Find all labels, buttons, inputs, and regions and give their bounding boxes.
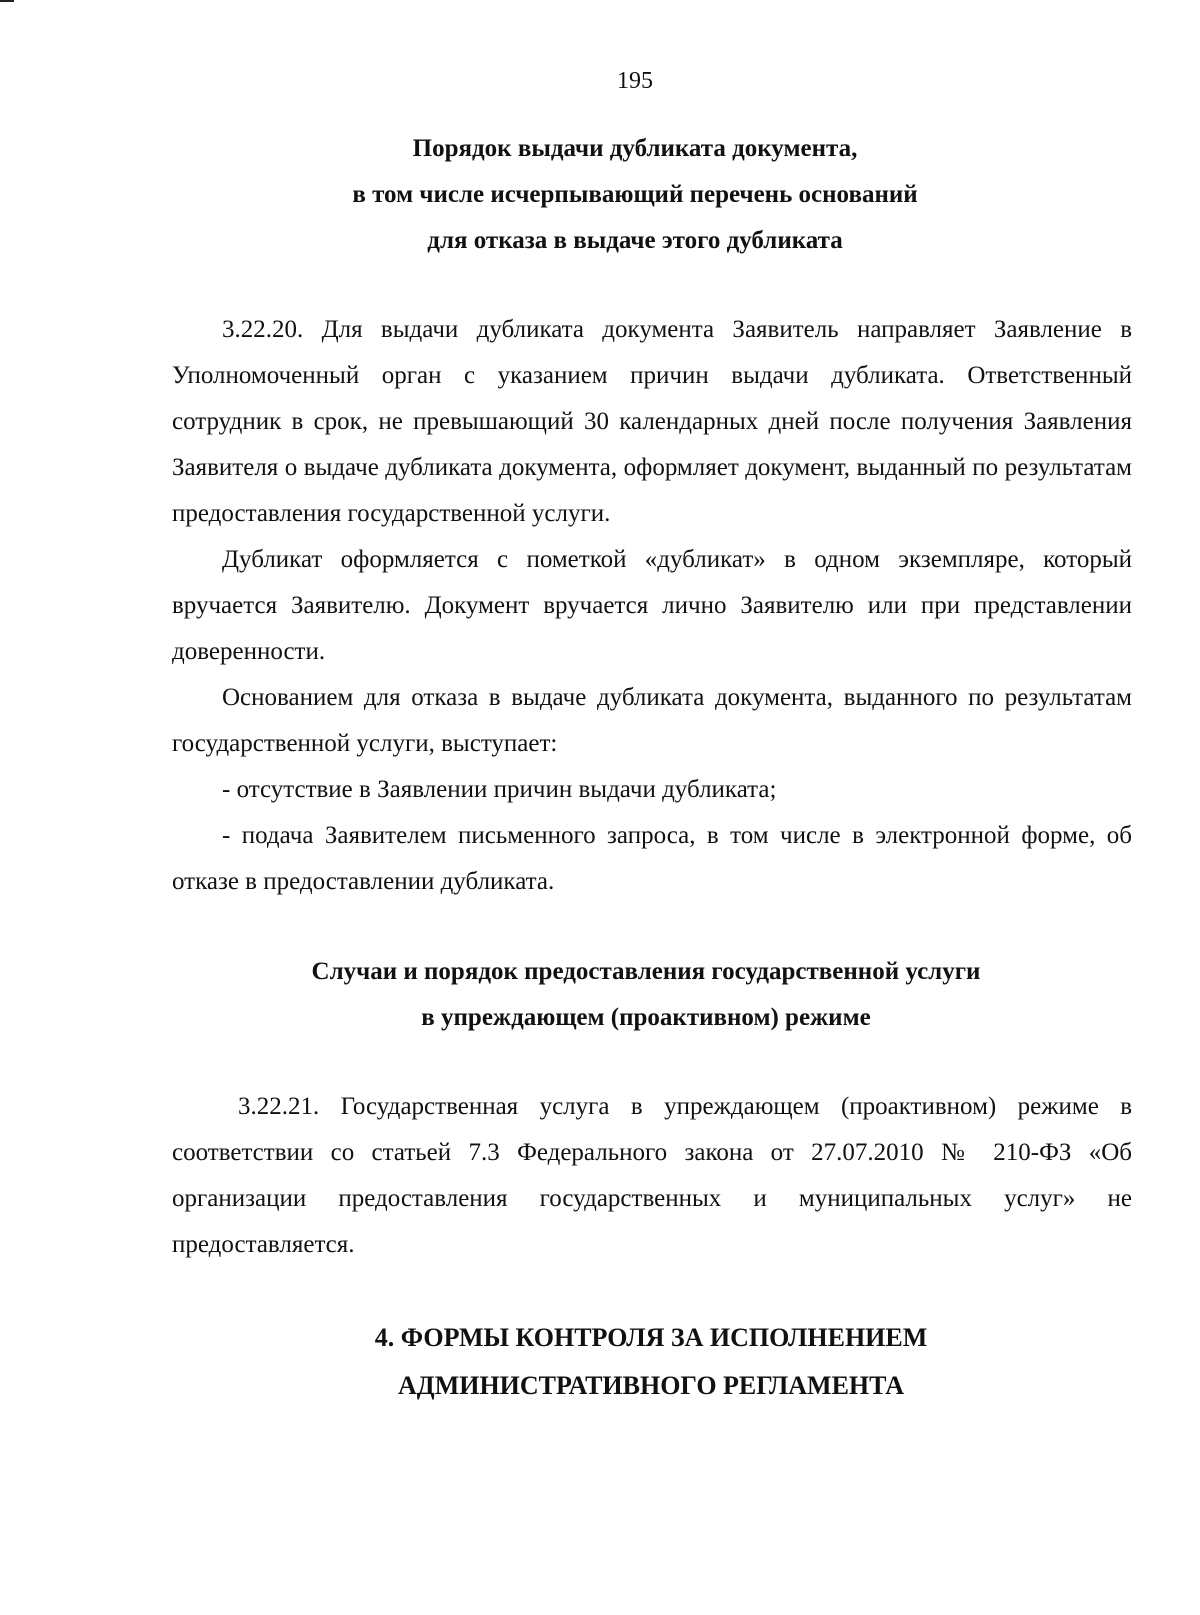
section-heading-proactive	[0, 949, 1200, 1041]
heading-line: в упреждающем (проактивном) режиме	[421, 1004, 871, 1031]
section-heading-duplicate	[0, 126, 1200, 264]
heading-line: в том числе исчерпывающий перечень оснований	[352, 181, 918, 208]
heading-line: АДМИНИСТРАТИВНОГО РЕГЛАМЕНТА	[398, 1371, 904, 1400]
scan-edge-mark	[0, 0, 14, 2]
paragraph-3-22-20: 3.22.20. Для выдачи дубликата документа Заявитель направляет Заявление в Уполномоченный орган с указанием причин выдачи дубликата. Ответственный сотрудник в срок, не превышающий 30 календарных дней после получения Заявления Заявителя о выдаче дубликата документа, оформляет документ, выданный по результатам предоставления государственной услуги.	[172, 316, 1132, 527]
heading-line: 4. ФОРМЫ КОНТРОЛЯ ЗА ИСПОЛНЕНИЕМ	[374, 1323, 928, 1352]
heading-line: Случаи и порядок предоставления государственной услуги	[311, 958, 981, 985]
paragraph-duplicate-issuance: Дубликат оформляется с пометкой «дубликат» в одном экземпляре, который вручается Заявителю. Документ вручается лично Заявителю или при представлении доверенности.	[172, 546, 1132, 665]
page-number: 195	[617, 68, 653, 94]
paragraph-3-22-21: 3.22.21. Государственная услуга в упреждающем (проактивном) режиме в соответствии со статьей 7.3 Федерального закона от 27.07.2010 № 210-ФЗ «Об организации предоставления государственных и муниципальных услуг» не предоставляется.	[172, 1093, 1132, 1258]
list-item-refusal-1: - отсутствие в Заявлении причин выдачи дубликата;	[222, 776, 777, 803]
chapter-heading-control-forms	[0, 1314, 1200, 1410]
heading-line: для отказа в выдаче этого дубликата	[427, 227, 843, 254]
paragraph-refusal-grounds: Основанием для отказа в выдаче дубликата документа, выданного по результатам государственной услуги, выступает:	[172, 684, 1132, 757]
list-item-refusal-2: - подача Заявителем письменного запроса, в том числе в электронной форме, об отказе в предоставлении дубликата.	[172, 822, 1132, 895]
heading-line: Порядок выдачи дубликата документа,	[412, 135, 858, 162]
